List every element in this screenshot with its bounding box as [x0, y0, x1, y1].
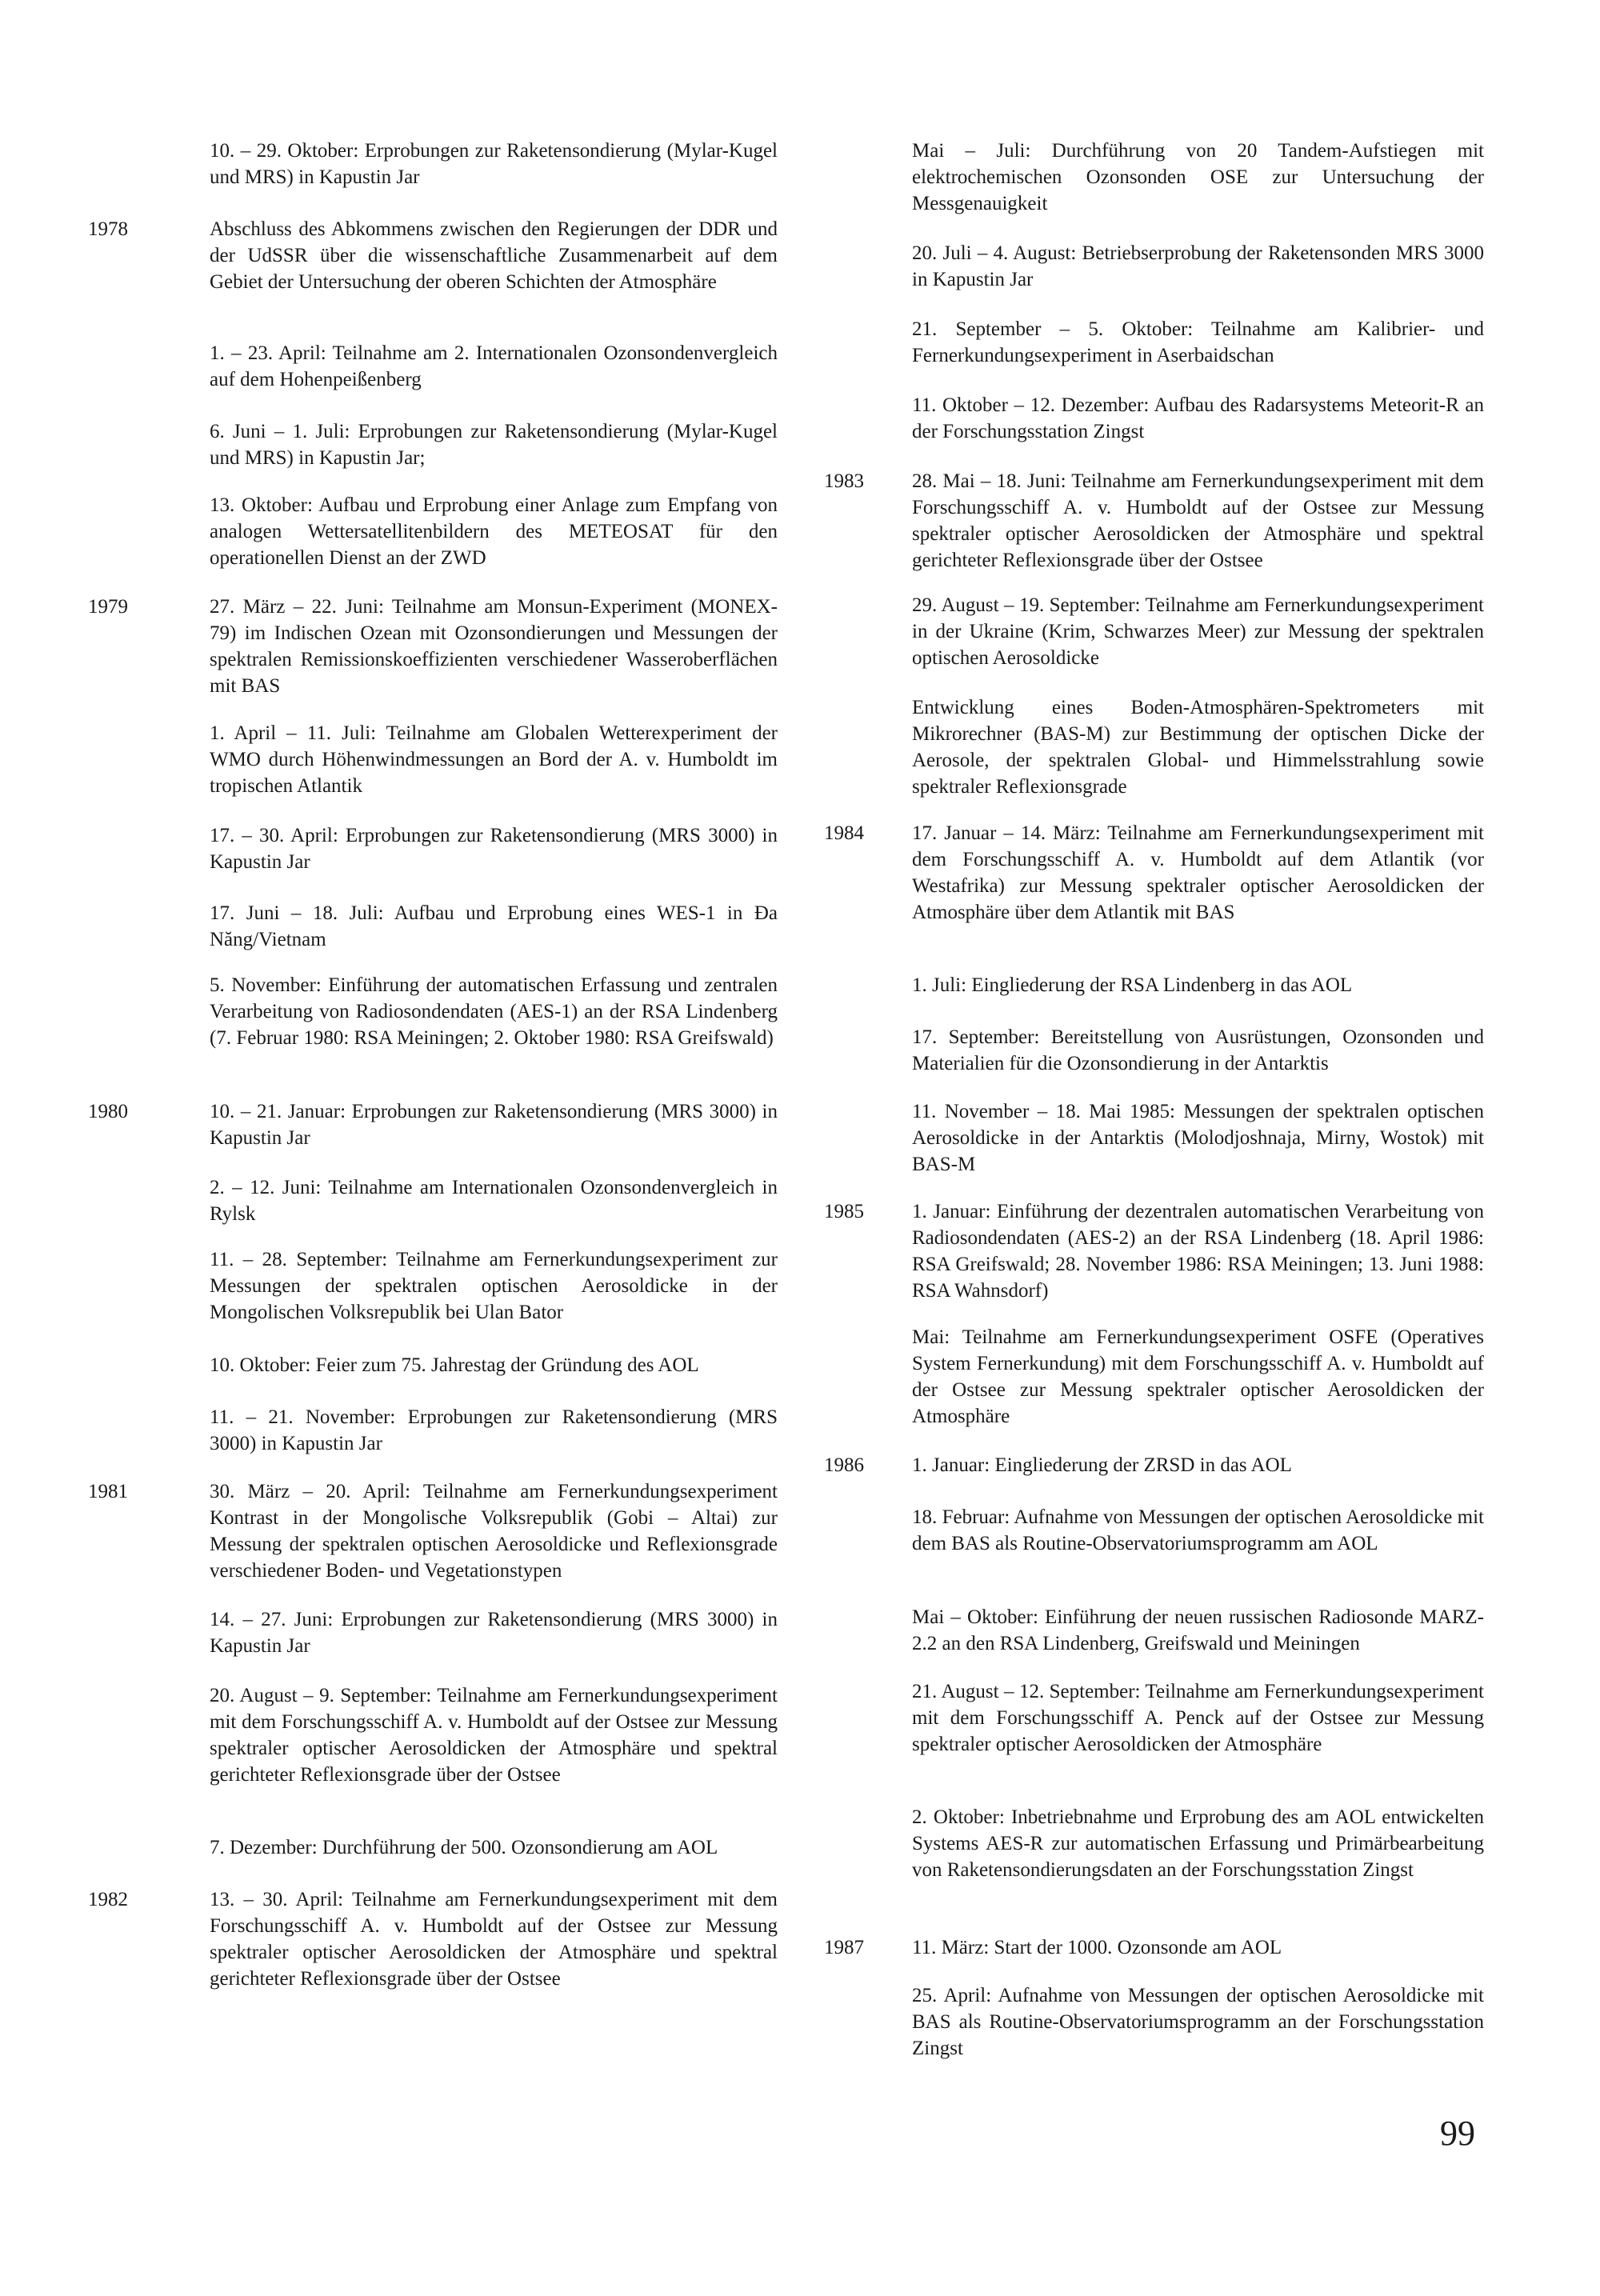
year-label: 1979 — [88, 596, 128, 618]
year-label: 1987 — [824, 1937, 864, 1958]
chronicle-entry: 11. März: Start der 1000. Ozonsonde am AOL — [912, 1937, 1282, 1958]
chronicle-entry: 28. Mai – 18. Juni: Teilnahme am Fernerkundungsexperiment mit dem Forschungsschiff A. v. Humboldt auf der Ostsee zur Messung spektraler optischer Aerosoldicken der Atmosphäre und spektral gerichteter Reflexionsgrade über der Ostsee — [912, 470, 1484, 571]
chronicle-entry: Mai: Teilnahme am Fernerkundungsexperiment OSFE (Operatives System Fernerkundung) mit dem Forschungsschiff A. v. Humboldt auf der Ostsee zur Messung spektraler optischer Aerosoldicken der Atmosphäre — [912, 1326, 1484, 1427]
chronicle-entry: 17. Januar – 14. März: Teilnahme am Fernerkundungsexperiment mit dem Forschungsschiff A. v. Humboldt auf dem Atlantik (vor Westafrika) zur Messung spektraler optischer Aerosoldicken der Atmosphäre über dem Atlantik mit BAS — [912, 822, 1484, 923]
chronicle-entry: Mai – Oktober: Einführung der neuen russischen Radiosonde MARZ-2.2 an den RSA Lindenberg, Greifswald und Meiningen — [912, 1606, 1484, 1654]
chronicle-entry: Mai – Juli: Durchführung von 20 Tandem-Aufstiegen mit elektrochemischen Ozonsonden OSE zur Untersuchung der Messgenauigkeit — [912, 140, 1484, 214]
chronicle-entry: 17. September: Bereitstellung von Ausrüstungen, Ozonsonden und Materialien für die Ozonsondierung in der Antarktis — [912, 1026, 1484, 1074]
chronicle-entry: 10. Oktober: Feier zum 75. Jahrestag der Gründung des AOL — [210, 1354, 699, 1376]
year-label: 1983 — [824, 470, 864, 492]
chronicle-entry: 21. September – 5. Oktober: Teilnahme am Kalibrier- und Fernerkundungsexperiment in Aserbaidschan — [912, 318, 1484, 366]
chronicle-entry: 13. Oktober: Aufbau und Erprobung einer Anlage zum Empfang von analogen Wettersatellitenbildern des METEOSAT für den operationellen Dienst an der ZWD — [210, 494, 778, 569]
chronicle-entry: 11. – 28. September: Teilnahme am Fernerkundungsexperiment zur Messungen der spektralen optischen Aerosoldicke in der Mongolischen Volksrepublik bei Ulan Bator — [210, 1249, 778, 1323]
year-label: 1982 — [88, 1889, 128, 1910]
chronicle-entry: 7. Dezember: Durchführung der 500. Ozonsondierung am AOL — [210, 1837, 718, 1858]
chronicle-entry: 10. – 21. Januar: Erprobungen zur Raketensondierung (MRS 3000) in Kapustin Jar — [210, 1101, 778, 1149]
year-label: 1978 — [88, 218, 128, 240]
chronicle-entry: 11. Oktober – 12. Dezember: Aufbau des Radarsystems Meteorit-R an der Forschungsstation Zingst — [912, 394, 1484, 442]
chronicle-entry: Entwicklung eines Boden-Atmosphären-Spektrometers mit Mikrorechner (BAS-M) zur Bestimmung der optischen Dicke der Aerosole, der spektralen Global- und Himmelsstrahlung sowie spektraler Reflexionsgrade — [912, 697, 1484, 798]
page-number: 99 — [1440, 2114, 1475, 2153]
chronicle-entry: 6. Juni – 1. Juli: Erprobungen zur Raketensondierung (Mylar-Kugel und MRS) in Kapustin Jar; — [210, 421, 778, 469]
chronicle-entry: 2. Oktober: Inbetriebnahme und Erprobung des am AOL entwickelten Systems AES-R zur automatischen Erfassung und Primärbearbeitung von Raketensondierungsdaten an der Forschungsstation Zingst — [912, 1806, 1484, 1881]
chronicle-entry: 1. Juli: Eingliederung der RSA Lindenberg in das AOL — [912, 974, 1353, 996]
chronicle-entry: 1. Januar: Eingliederung der ZRSD in das AOL — [912, 1454, 1292, 1476]
chronicle-entry: 1. Januar: Einführung der dezentralen automatischen Verarbeitung von Radiosondendaten (AES-2) an der RSA Lindenberg (18. April 1986: RSA Greifswald; 28. November 1986: RSA Meiningen; 13. Juni 1988: RSA Wahnsdorf) — [912, 1201, 1484, 1302]
chronicle-entry: 11. November – 18. Mai 1985: Messungen der spektralen optischen Aerosoldicke in der Antarktis (Molodjoshnaja, Mirny, Wostok) mit BAS-M — [912, 1101, 1484, 1175]
chronicle-entry: 14. – 27. Juni: Erprobungen zur Raketensondierung (MRS 3000) in Kapustin Jar — [210, 1609, 778, 1657]
chronicle-entry: 11. – 21. November: Erprobungen zur Raketensondierung (MRS 3000) in Kapustin Jar — [210, 1406, 778, 1454]
chronicle-entry: 20. August – 9. September: Teilnahme am Fernerkundungsexperiment mit dem Forschungsschiff A. v. Humboldt auf der Ostsee zur Messung spektraler optischer Aerosoldicken der Atmosphäre und spektral gerichteter Reflexionsgrade über der Ostsee — [210, 1685, 778, 1786]
chronicle-entry: 17. – 30. April: Erprobungen zur Raketensondierung (MRS 3000) in Kapustin Jar — [210, 825, 778, 873]
chronicle-entry: 29. August – 19. September: Teilnahme am Fernerkundungsexperiment in der Ukraine (Krim, Schwarzes Meer) zur Messung der spektralen optischen Aerosoldicke — [912, 594, 1484, 669]
year-label: 1984 — [824, 822, 864, 844]
year-label: 1981 — [88, 1481, 128, 1502]
year-label: 1980 — [88, 1101, 128, 1122]
chronicle-entry: 5. November: Einführung der automatischen Erfassung und zentralen Verarbeitung von Radiosondendaten (AES-1) an der RSA Lindenberg (7. Februar 1980: RSA Meiningen; 2. Oktober 1980: RSA Greifswald) — [210, 974, 778, 1049]
chronicle-entry: 25. April: Aufnahme von Messungen der optischen Aerosoldicke mit BAS als Routine-Observatoriumsprogramm an der Forschungsstation Zingst — [912, 1985, 1484, 2059]
chronicle-entry: 30. März – 20. April: Teilnahme am Fernerkundungsexperiment Kontrast in der Mongolische Volksrepublik (Gobi – Altai) zur Messung der spektralen optischen Aerosoldicke und Reflexionsgrade verschiedener Boden- und Vegetationstypen — [210, 1481, 778, 1582]
chronicle-entry: Abschluss des Abkommens zwischen den Regierungen der DDR und der UdSSR über die wissenschaftliche Zusammenarbeit auf dem Gebiet der Untersuchung der oberen Schichten der Atmosphäre — [210, 218, 778, 293]
chronicle-entry: 17. Juni – 18. Juli: Aufbau und Erprobung eines WES-1 in Đa Năng/Vietnam — [210, 902, 778, 950]
chronicle-entry: 20. Juli – 4. August: Betriebserprobung der Raketensonden MRS 3000 in Kapustin Jar — [912, 242, 1484, 290]
chronicle-entry: 21. August – 12. September: Teilnahme am Fernerkundungsexperiment mit dem Forschungsschiff A. Penck auf der Ostsee zur Messung spektraler optischer Aerosoldicken der Atmosphäre — [912, 1681, 1484, 1755]
chronicle-entry: 27. März – 22. Juni: Teilnahme am Monsun-Experiment (MONEX-79) im Indischen Ozean mit Ozonsondierungen und Messungen der spektralen Remissionskoeffizienten verschiedener Wasseroberflächen mit BAS — [210, 596, 778, 697]
chronicle-entry: 1. – 23. April: Teilnahme am 2. Internationalen Ozonsondenvergleich auf dem Hohenpeißenberg — [210, 342, 778, 390]
year-label: 1986 — [824, 1454, 864, 1476]
chronicle-entry: 1. April – 11. Juli: Teilnahme am Globalen Wetterexperiment der WMO durch Höhenwindmessungen an Bord der A. v. Humboldt im tropischen Atlantik — [210, 722, 778, 797]
chronicle-entry: 18. Februar: Aufnahme von Messungen der optischen Aerosoldicke mit dem BAS als Routine-Observatoriumsprogramm am AOL — [912, 1506, 1484, 1554]
chronicle-entry: 13. – 30. April: Teilnahme am Fernerkundungsexperiment mit dem Forschungsschiff A. v. Humboldt auf der Ostsee zur Messung spektraler optischer Aerosoldicken der Atmosphäre und spektral gerichteter Reflexionsgrade über der Ostsee — [210, 1889, 778, 1990]
year-label: 1985 — [824, 1201, 864, 1222]
chronicle-entry: 2. – 12. Juni: Teilnahme am Internationalen Ozonsondenvergleich in Rylsk — [210, 1177, 778, 1225]
chronicle-entry: 10. – 29. Oktober: Erprobungen zur Raketensondierung (Mylar-Kugel und MRS) in Kapustin Jar — [210, 140, 778, 188]
